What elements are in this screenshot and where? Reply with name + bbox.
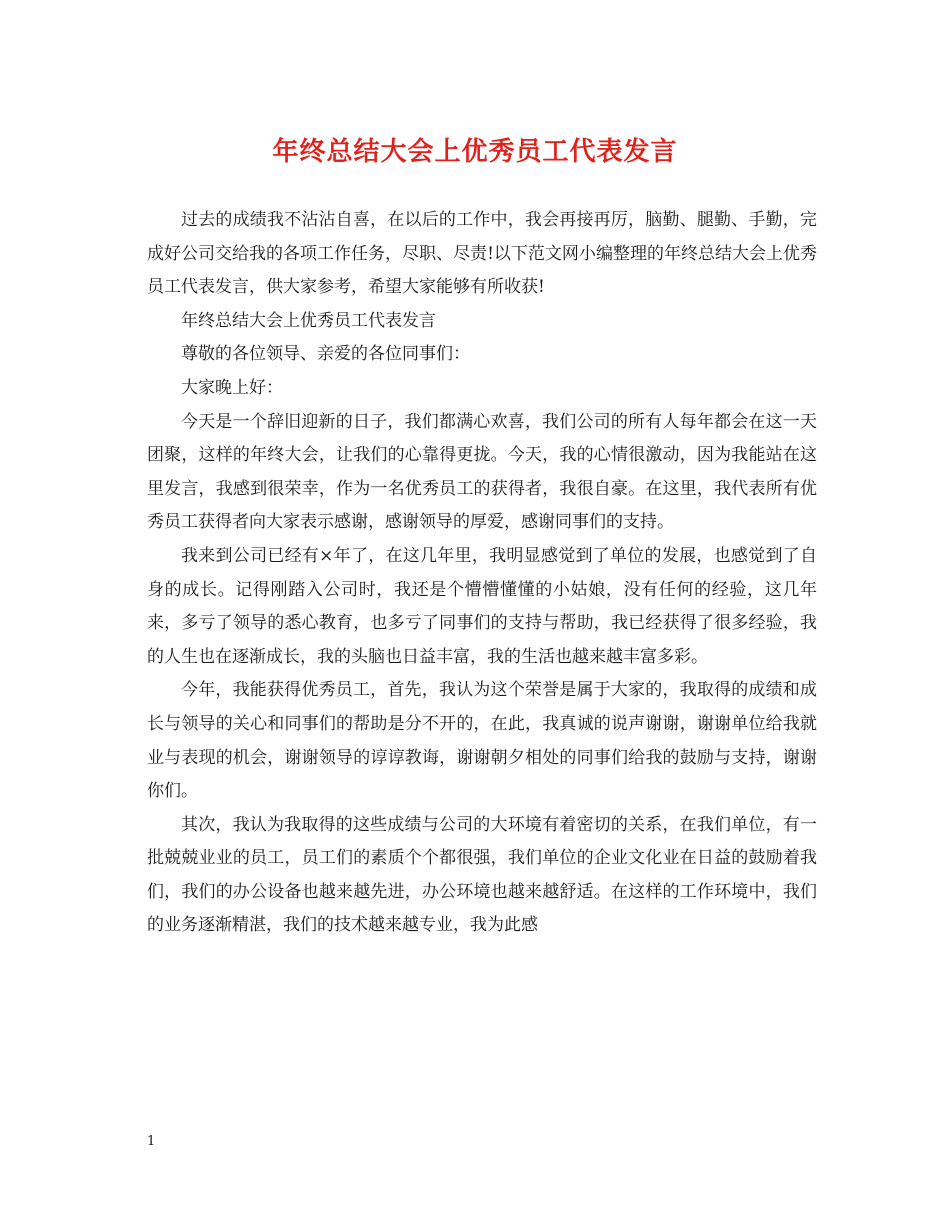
paragraph-today: 今天是一个辞旧迎新的日子，我们都满心欢喜，我们公司的所有人每年都会在这一天团聚，这样的年终大会，让我们的心靠得更拢。今天，我的心情很激动，因为我能站在这里发言，我感到很荣幸，作为一名优秀员工的获得者，我很自豪。在这里，我代表所有优秀员工获得者向大家表示感谢，感谢领导的厚爱，感谢同事们的支持。 xyxy=(147,411,817,533)
paragraph-salutation: 尊敬的各位领导、亲爱的各位同事们： xyxy=(181,344,470,365)
document-title: 年终总结大会上优秀员工代表发言 xyxy=(272,137,678,167)
paragraph-this-year: 今年，我能获得优秀员工，首先，我认为这个荣誉是属于大家的，我取得的成绩和成长与领导的关心和同事们的帮助是分不开的，在此，我真诚的说声谢谢，谢谢单位给我就业与表现的机会，谢谢领导的谆谆教诲，谢谢朝夕相处的同事们给我的鼓励与支持，谢谢你们。 xyxy=(147,680,817,802)
paragraph-secondly: 其次，我认为我取得的这些成绩与公司的大环境有着密切的关系，在我们单位，有一批兢兢业业的员工，员工们的素质个个都很强，我们单位的企业文化业在日益的鼓励着我们，我们的办公设备也越来越先进，办公环境也越来越舒适。在这样的工作环境中，我们的业务逐渐精湛，我们的技术越来越专业，我为此感 xyxy=(147,814,817,936)
document-body xyxy=(147,204,817,943)
paragraph-greeting: 大家晚上好： xyxy=(181,377,283,398)
paragraph-intro: 过去的成绩我不沾沾自喜，在以后的工作中，我会再接再厉，脑勤、腿勤、手勤，完成好公司交给我的各项工作任务，尽职、尽责!以下范文网小编整理的年终总结大会上优秀员工代表发言，供大家参考，希望大家能够有所收获! xyxy=(147,210,817,298)
page-number: 1 xyxy=(147,1134,156,1149)
paragraph-subtitle: 年终总结大会上优秀员工代表发言 xyxy=(181,310,436,331)
paragraph-years: 我来到公司已经有×年了，在这几年里，我明显感觉到了单位的发展，也感觉到了自身的成长。记得刚踏入公司时，我还是个懵懵懂懂的小姑娘，没有任何的经验，这几年来，多亏了领导的悉心教育，也多亏了同事们的支持与帮助，我已经获得了很多经验，我的人生也在逐渐成长，我的头脑也日益丰富，我的生活也越来越丰富多彩。 xyxy=(147,545,817,667)
